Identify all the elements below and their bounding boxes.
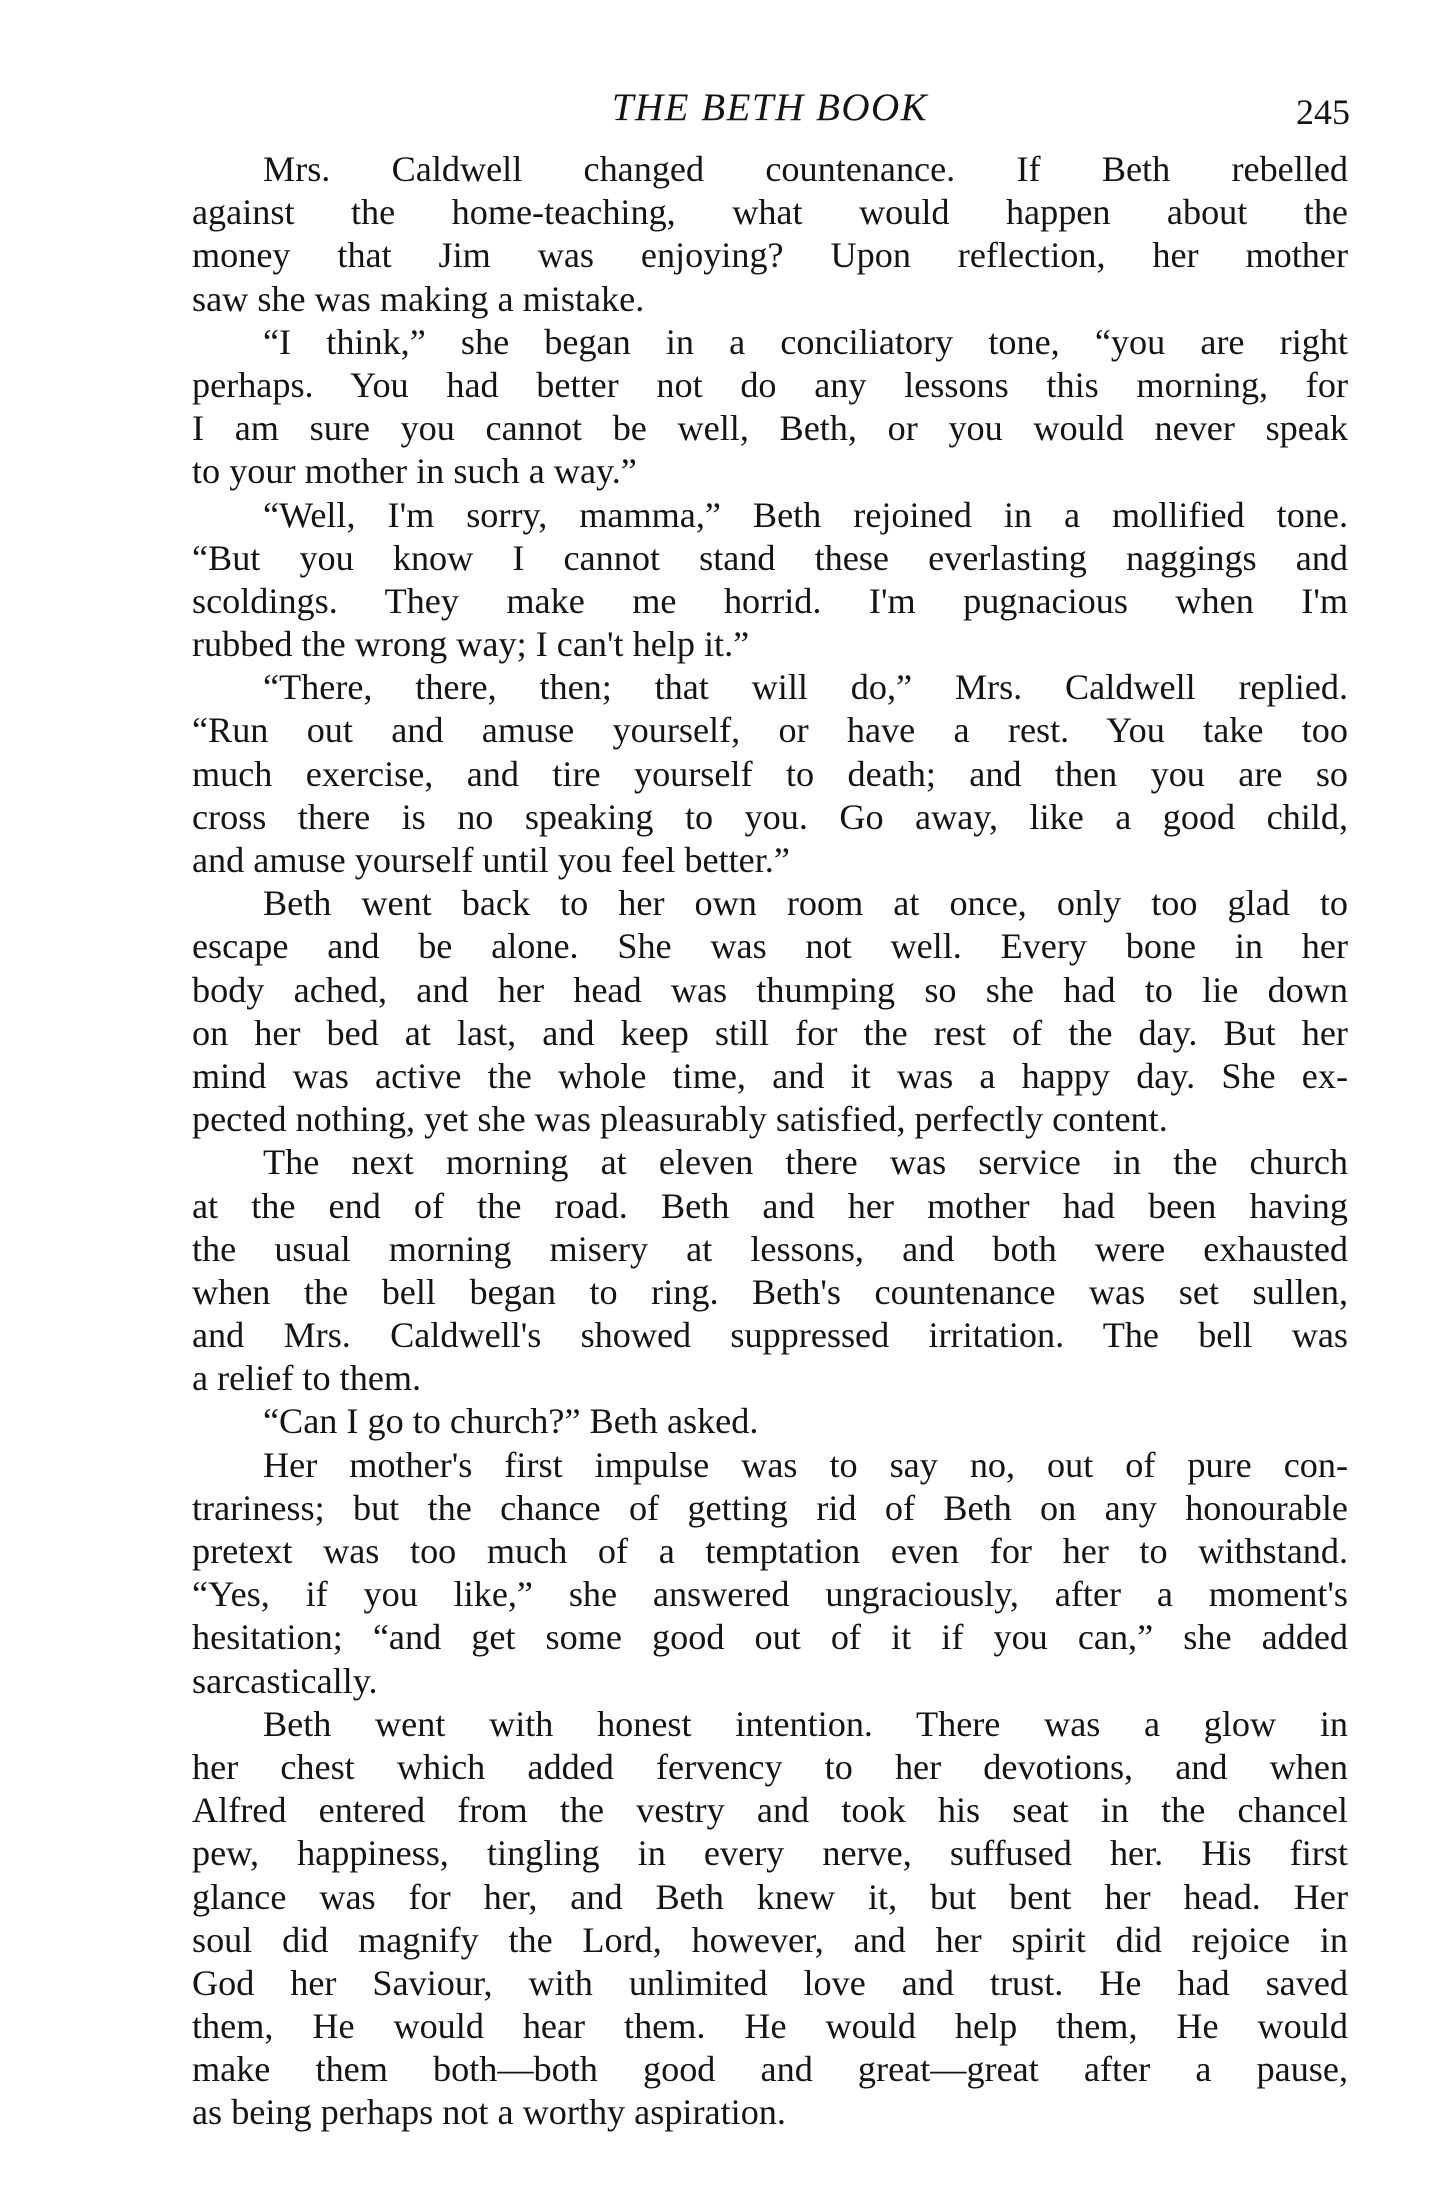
text-line: the usual morning misery at lessons, and both were exhausted — [192, 1228, 1348, 1269]
text-line: perhaps. You had better not do any lessons this morning, for — [192, 364, 1348, 405]
text-line: “Well, I'm sorry, mamma,” Beth rejoined in a mollified tone. — [263, 494, 1348, 535]
text-line: saw she was making a mistake. — [192, 278, 645, 319]
text-line: Beth went with honest intention. There was a glow in — [263, 1703, 1348, 1744]
text-line: glance was for her, and Beth knew it, but bent her head. Her — [192, 1876, 1348, 1917]
text-line: “Can I go to church?” Beth asked. — [263, 1401, 759, 1442]
text-line: pretext was too much of a temptation even for her to withstand. — [192, 1531, 1348, 1571]
text-line: “I think,” she began in a conciliatory tone, “you are right — [263, 321, 1348, 362]
running-title: THE BETH BOOK — [611, 86, 929, 129]
text-line: to your mother in such a way.” — [192, 451, 637, 492]
text-line: soul did magnify the Lord, however, and her spirit did rejoice in — [192, 1919, 1348, 1960]
text-line: pected nothing, yet she was pleasurably satisfied, perfectly content. — [192, 1099, 1168, 1140]
text-line: mind was active the whole time, and it was a happy day. She ex- — [192, 1055, 1348, 1096]
page-number: 245 — [1296, 92, 1350, 132]
text-line: as being perhaps not a worthy aspiration. — [192, 2092, 786, 2133]
text-line: body ached, and her head was thumping so she had to lie down — [192, 969, 1348, 1010]
body-text — [192, 148, 1348, 2135]
text-line: on her bed at last, and keep still for the rest of the day. But her — [192, 1012, 1348, 1053]
text-line: The next morning at eleven there was service in the church — [263, 1142, 1348, 1183]
text-line: “Yes, if you like,” she answered ungraciously, after a moment's — [192, 1574, 1348, 1615]
running-head — [190, 78, 1350, 138]
text-line: “There, there, then; that will do,” Mrs. Caldwell replied. — [263, 667, 1348, 708]
text-line: Mrs. Caldwell changed countenance. If Beth rebelled — [263, 149, 1348, 189]
text-line: cross there is no speaking to you. Go away, like a good child, — [192, 796, 1348, 837]
text-line: scoldings. They make me horrid. I'm pugnacious when I'm — [192, 580, 1348, 621]
text-line: Beth went back to her own room at once, only too glad to — [263, 883, 1348, 924]
text-line: God her Saviour, with unlimited love and trust. He had saved — [192, 1962, 1348, 2003]
text-line: make them both—both good and great—great after a pause, — [192, 2049, 1348, 2090]
text-line: much exercise, and tire yourself to death; and then you are so — [192, 753, 1348, 794]
text-line: them, He would hear them. He would help them, He would — [192, 2006, 1348, 2047]
text-line: Her mother's first impulse was to say no, out of pure con- — [263, 1444, 1348, 1485]
text-line: and Mrs. Caldwell's showed suppressed irritation. The bell was — [192, 1315, 1348, 1356]
text-line: I am sure you cannot be well, Beth, or you would never speak — [192, 408, 1348, 449]
text-line: against the home-teaching, what would happen about the — [192, 192, 1348, 233]
text-line: and amuse yourself until you feel better.” — [192, 840, 790, 880]
text-line: pew, happiness, tingling in every nerve, suffused her. His first — [192, 1833, 1348, 1874]
text-line: money that Jim was enjoying? Upon reflection, her mother — [192, 235, 1348, 276]
text-line: rubbed the wrong way; I can't help it.” — [192, 624, 750, 665]
text-line: “But you know I cannot stand these everlasting naggings and — [192, 537, 1348, 578]
text-line: at the end of the road. Beth and her mother had been having — [192, 1185, 1348, 1226]
text-line: when the bell began to ring. Beth's countenance was set sullen, — [192, 1271, 1348, 1312]
text-line: her chest which added fervency to her devotions, and when — [192, 1746, 1348, 1787]
text-line: “Run out and amuse yourself, or have a rest. You take too — [192, 710, 1348, 751]
text-line: escape and be alone. She was not well. Every bone in her — [192, 926, 1348, 967]
text-line: hesitation; “and get some good out of it if you can,” she added — [192, 1617, 1348, 1658]
text-line: sarcastically. — [192, 1660, 378, 1701]
text-line: a relief to them. — [192, 1358, 422, 1399]
text-line: trariness; but the chance of getting rid of Beth on any honourable — [192, 1487, 1348, 1528]
text-line: Alfred entered from the vestry and took his seat in the chancel — [192, 1790, 1348, 1831]
